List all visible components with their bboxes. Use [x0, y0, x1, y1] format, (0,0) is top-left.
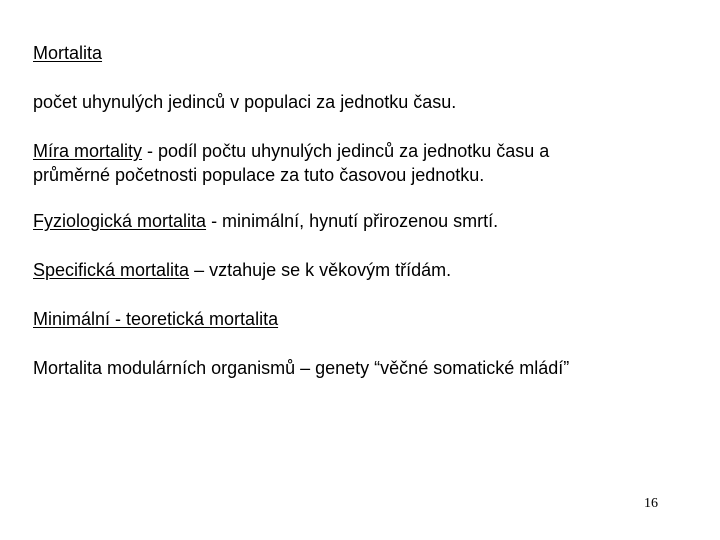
mortality-rate-term: Míra mortality	[33, 141, 143, 161]
physiological-mortality-term: Fyziologická mortalita	[33, 211, 207, 231]
specific-mortality-line	[33, 259, 451, 281]
title-text: Mortalita	[33, 43, 103, 63]
mortality-rate-text-1: - podíl počtu uhynulých jedinců za jednotku času a	[142, 141, 550, 161]
definition-line	[33, 91, 456, 113]
modular-organisms-text: Mortalita modulárních organismů – genety “věčné somatické mládí”	[33, 358, 570, 378]
mortality-rate-line-1	[33, 140, 549, 162]
slide-title	[33, 42, 102, 64]
definition-text: počet uhynulých jedinců v populaci za jednotku času.	[33, 92, 457, 112]
mortality-rate-line-2	[33, 164, 484, 186]
physiological-mortality-text: - minimální, hynutí přirozenou smrtí.	[206, 211, 499, 231]
specific-mortality-term: Specifická mortalita	[33, 260, 190, 280]
physiological-mortality-line	[33, 210, 498, 232]
specific-mortality-text: – vztahuje se k věkovým třídám.	[189, 260, 452, 280]
modular-organisms-line	[33, 357, 569, 379]
page-number: 16	[644, 496, 658, 511]
mortality-rate-text-2: průměrné početnosti populace za tuto časovou jednotku.	[33, 165, 485, 185]
minimal-mortality-term: Minimální - teoretická mortalita	[33, 309, 279, 329]
minimal-mortality-line	[33, 308, 278, 330]
